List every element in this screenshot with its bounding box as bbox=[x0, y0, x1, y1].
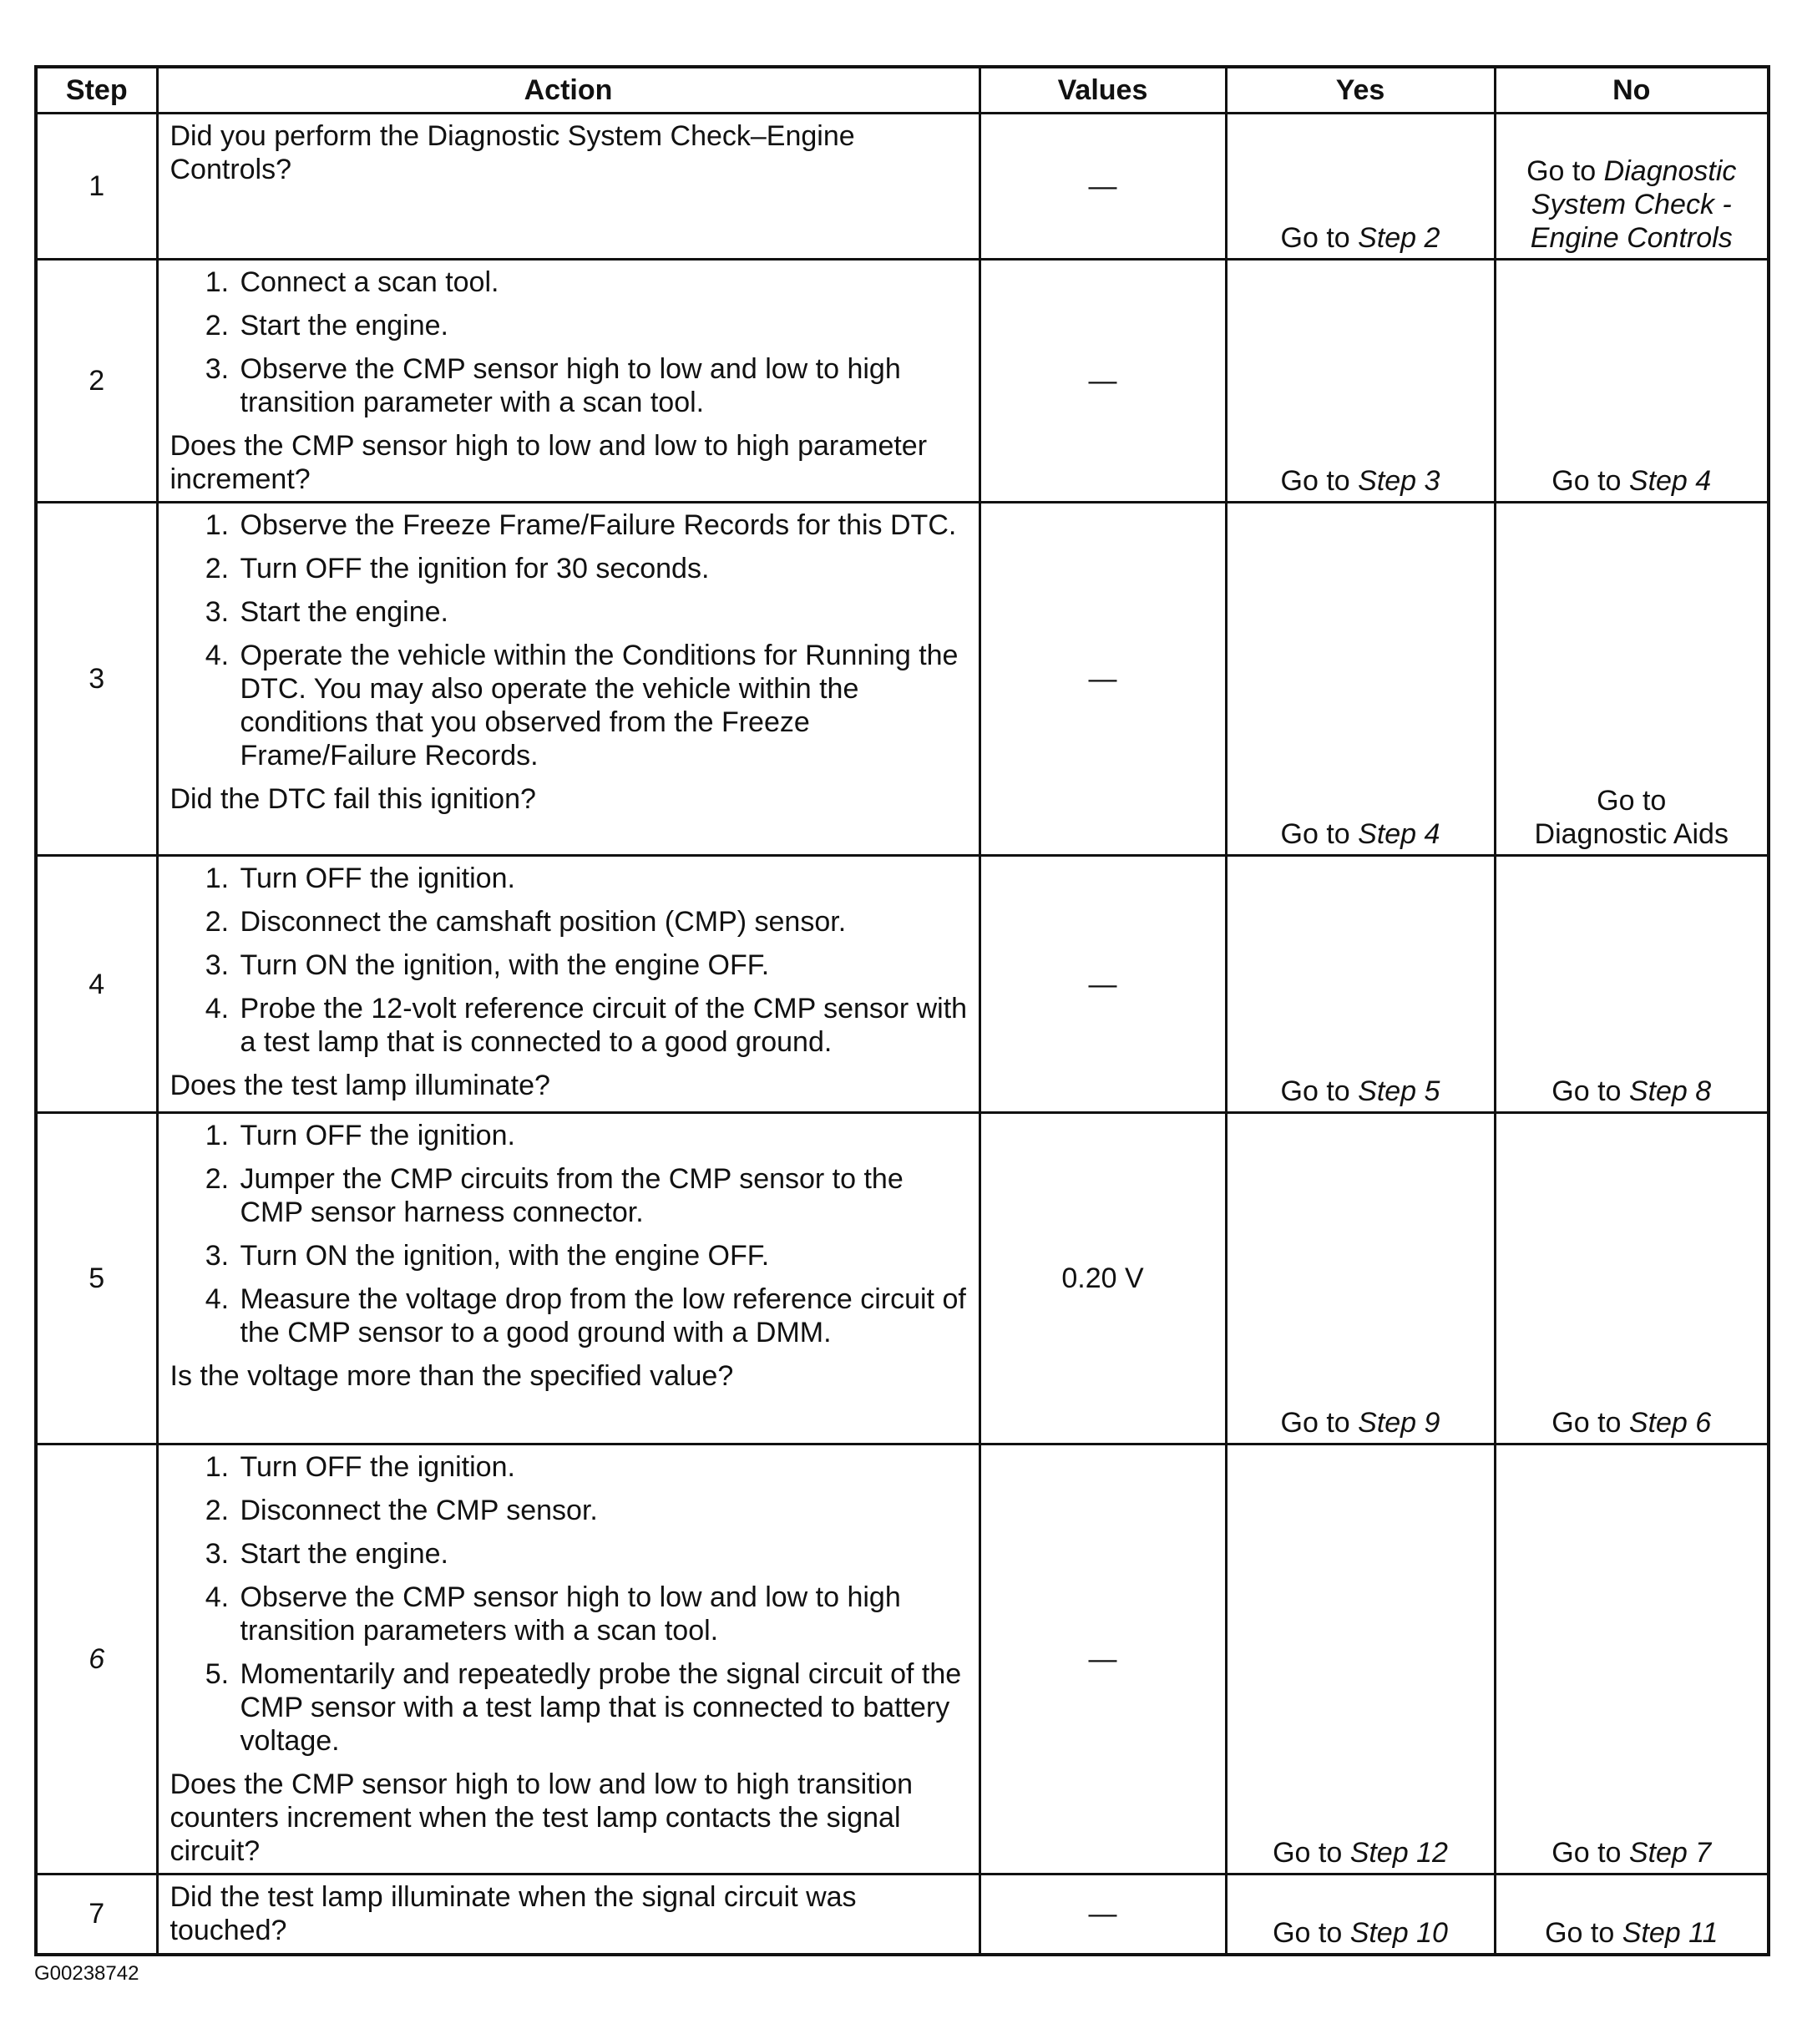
yes-prefix: Go to bbox=[1280, 465, 1359, 497]
no-cell bbox=[1495, 1444, 1769, 1875]
yes-cell bbox=[1226, 856, 1495, 1113]
no-prefix: Go to bbox=[1551, 1837, 1629, 1869]
table-row bbox=[36, 1113, 1769, 1444]
no-target: Step 4 bbox=[1628, 465, 1712, 497]
substep-item: 1. Observe the Freeze Frame/Failure Records for this DTC. bbox=[237, 508, 970, 542]
substep-item: 4. Operate the vehicle within the Conditions for Running the DTC. You may also operate the vehicle within the conditions that you observed from the Freeze Frame/Failure Records. bbox=[237, 639, 970, 772]
substep-item: 2. Jumper the CMP circuits from the CMP sensor to the CMP sensor harness connector. bbox=[237, 1162, 970, 1229]
action-cell bbox=[157, 1444, 979, 1875]
header-action: Action bbox=[157, 67, 979, 114]
substep-list bbox=[170, 508, 970, 772]
yes-cell bbox=[1226, 260, 1495, 503]
action-question: Does the CMP sensor high to low and low to high transition counters increment when the test lamp contacts the signal circuit? bbox=[170, 1768, 914, 1867]
header-values: Values bbox=[979, 67, 1226, 114]
yes-target: Step 4 bbox=[1358, 818, 1440, 850]
substep-item: 1. Turn OFF the ignition. bbox=[237, 862, 970, 895]
no-prefix: Go to bbox=[1545, 1916, 1622, 1949]
figure-id: G00238742 bbox=[34, 1962, 139, 1985]
table-row bbox=[36, 114, 1769, 260]
substep-list bbox=[170, 1450, 970, 1758]
yes-prefix: Go to bbox=[1280, 818, 1359, 850]
step-number: 4 bbox=[36, 856, 157, 1113]
action-question: Does the CMP sensor high to low and low to high parameter increment? bbox=[170, 430, 928, 495]
value-cell: — bbox=[979, 1875, 1226, 1955]
action-cell bbox=[157, 1113, 979, 1444]
step-number: 3 bbox=[36, 503, 157, 856]
value-cell: — bbox=[979, 503, 1226, 856]
table-row bbox=[36, 856, 1769, 1113]
substep-item: 4. Probe the 12-volt reference circuit of the CMP sensor with a test lamp that is connected to a good ground. bbox=[237, 992, 970, 1059]
header-no: No bbox=[1495, 67, 1769, 114]
no-target: Step 6 bbox=[1628, 1407, 1712, 1439]
yes-target: Step 3 bbox=[1358, 465, 1440, 497]
no-cell bbox=[1495, 1875, 1769, 1955]
value-cell: — bbox=[979, 1444, 1226, 1875]
no-cell bbox=[1495, 260, 1769, 503]
step-number: 5 bbox=[36, 1113, 157, 1444]
no-target: Step 8 bbox=[1628, 1075, 1712, 1107]
step-number: 7 bbox=[36, 1875, 157, 1955]
no-prefix: Go to bbox=[1551, 465, 1629, 497]
yes-prefix: Go to bbox=[1280, 1407, 1359, 1439]
action-cell bbox=[157, 1875, 979, 1955]
table-row bbox=[36, 503, 1769, 856]
action-question: Did you perform the Diagnostic System Check–Engine Controls? bbox=[170, 120, 855, 185]
yes-target: Step 9 bbox=[1358, 1407, 1440, 1439]
no-prefix: Go to bbox=[1551, 1407, 1629, 1439]
no-target: Diagnostic System Check - Engine Controls bbox=[1530, 155, 1737, 254]
action-question: Is the voltage more than the specified value? bbox=[170, 1360, 734, 1392]
value-cell: — bbox=[979, 114, 1226, 260]
yes-cell bbox=[1226, 503, 1495, 856]
yes-target: Step 12 bbox=[1349, 1837, 1448, 1869]
value-cell: — bbox=[979, 856, 1226, 1113]
no-cell bbox=[1495, 503, 1769, 856]
substep-item: 2. Turn OFF the ignition for 30 seconds. bbox=[237, 552, 970, 585]
no-cell bbox=[1495, 114, 1769, 260]
substep-item: 3. Observe the CMP sensor high to low and low to high transition parameter with a scan tool. bbox=[237, 352, 970, 419]
yes-prefix: Go to bbox=[1273, 1837, 1350, 1869]
substep-item: 5. Momentarily and repeatedly probe the signal circuit of the CMP sensor with a test lamp that is connected to battery voltage. bbox=[237, 1657, 970, 1758]
substep-item: 3. Turn ON the ignition, with the engine OFF. bbox=[237, 949, 970, 982]
header-step: Step bbox=[36, 67, 157, 114]
substep-list bbox=[170, 1119, 970, 1349]
step-number: 2 bbox=[36, 260, 157, 503]
table-row bbox=[36, 1875, 1769, 1955]
substep-item: 2. Disconnect the camshaft position (CMP) sensor. bbox=[237, 905, 970, 939]
yes-target: Step 10 bbox=[1349, 1916, 1448, 1949]
no-target: Step 7 bbox=[1628, 1837, 1712, 1869]
action-cell bbox=[157, 114, 979, 260]
diagnostic-table bbox=[34, 65, 1770, 1956]
yes-cell bbox=[1226, 114, 1495, 260]
substep-list bbox=[170, 266, 970, 419]
no-target: Step 11 bbox=[1622, 1916, 1719, 1949]
no-cell bbox=[1495, 856, 1769, 1113]
action-cell bbox=[157, 856, 979, 1113]
substep-item: 3. Turn ON the ignition, with the engine OFF. bbox=[237, 1239, 970, 1272]
substep-item: 1. Turn OFF the ignition. bbox=[237, 1450, 970, 1484]
action-question: Did the test lamp illuminate when the signal circuit was touched? bbox=[170, 1881, 857, 1946]
yes-prefix: Go to bbox=[1273, 1916, 1350, 1949]
yes-prefix: Go to bbox=[1280, 1075, 1359, 1107]
substep-item: 3. Start the engine. bbox=[237, 1537, 970, 1571]
header-yes: Yes bbox=[1226, 67, 1495, 114]
step-number: 1 bbox=[36, 114, 157, 260]
substep-item: 1. Turn OFF the ignition. bbox=[237, 1119, 970, 1152]
action-question: Does the test lamp illuminate? bbox=[170, 1070, 550, 1101]
substep-item: 1. Connect a scan tool. bbox=[237, 266, 970, 299]
action-question: Did the DTC fail this ignition? bbox=[170, 783, 536, 815]
action-cell bbox=[157, 503, 979, 856]
yes-target: Step 5 bbox=[1358, 1075, 1440, 1107]
yes-target: Step 2 bbox=[1358, 222, 1440, 254]
no-prefix: Go to bbox=[1551, 1075, 1629, 1107]
step-number: 6 bbox=[36, 1444, 157, 1875]
substep-item: 2. Start the engine. bbox=[237, 309, 970, 342]
substep-item: 3. Start the engine. bbox=[237, 595, 970, 629]
substep-item: 2. Disconnect the CMP sensor. bbox=[237, 1494, 970, 1527]
substep-list bbox=[170, 862, 970, 1059]
yes-prefix: Go to bbox=[1280, 222, 1359, 254]
substep-item: 4. Observe the CMP sensor high to low and low to high transition parameters with a scan tool. bbox=[237, 1581, 970, 1647]
yes-cell bbox=[1226, 1875, 1495, 1955]
no-target: Diagnostic Aids bbox=[1534, 818, 1729, 850]
table-row bbox=[36, 1444, 1769, 1875]
value-cell: 0.20 V bbox=[979, 1113, 1226, 1444]
action-cell bbox=[157, 260, 979, 503]
yes-cell bbox=[1226, 1113, 1495, 1444]
yes-cell bbox=[1226, 1444, 1495, 1875]
table-row bbox=[36, 260, 1769, 503]
no-prefix: Go to bbox=[1526, 155, 1604, 187]
header-row bbox=[36, 67, 1769, 114]
no-prefix: Go to bbox=[1597, 785, 1667, 817]
substep-item: 4. Measure the voltage drop from the low reference circuit of the CMP sensor to a good ground with a DMM. bbox=[237, 1283, 970, 1349]
no-cell bbox=[1495, 1113, 1769, 1444]
value-cell: — bbox=[979, 260, 1226, 503]
